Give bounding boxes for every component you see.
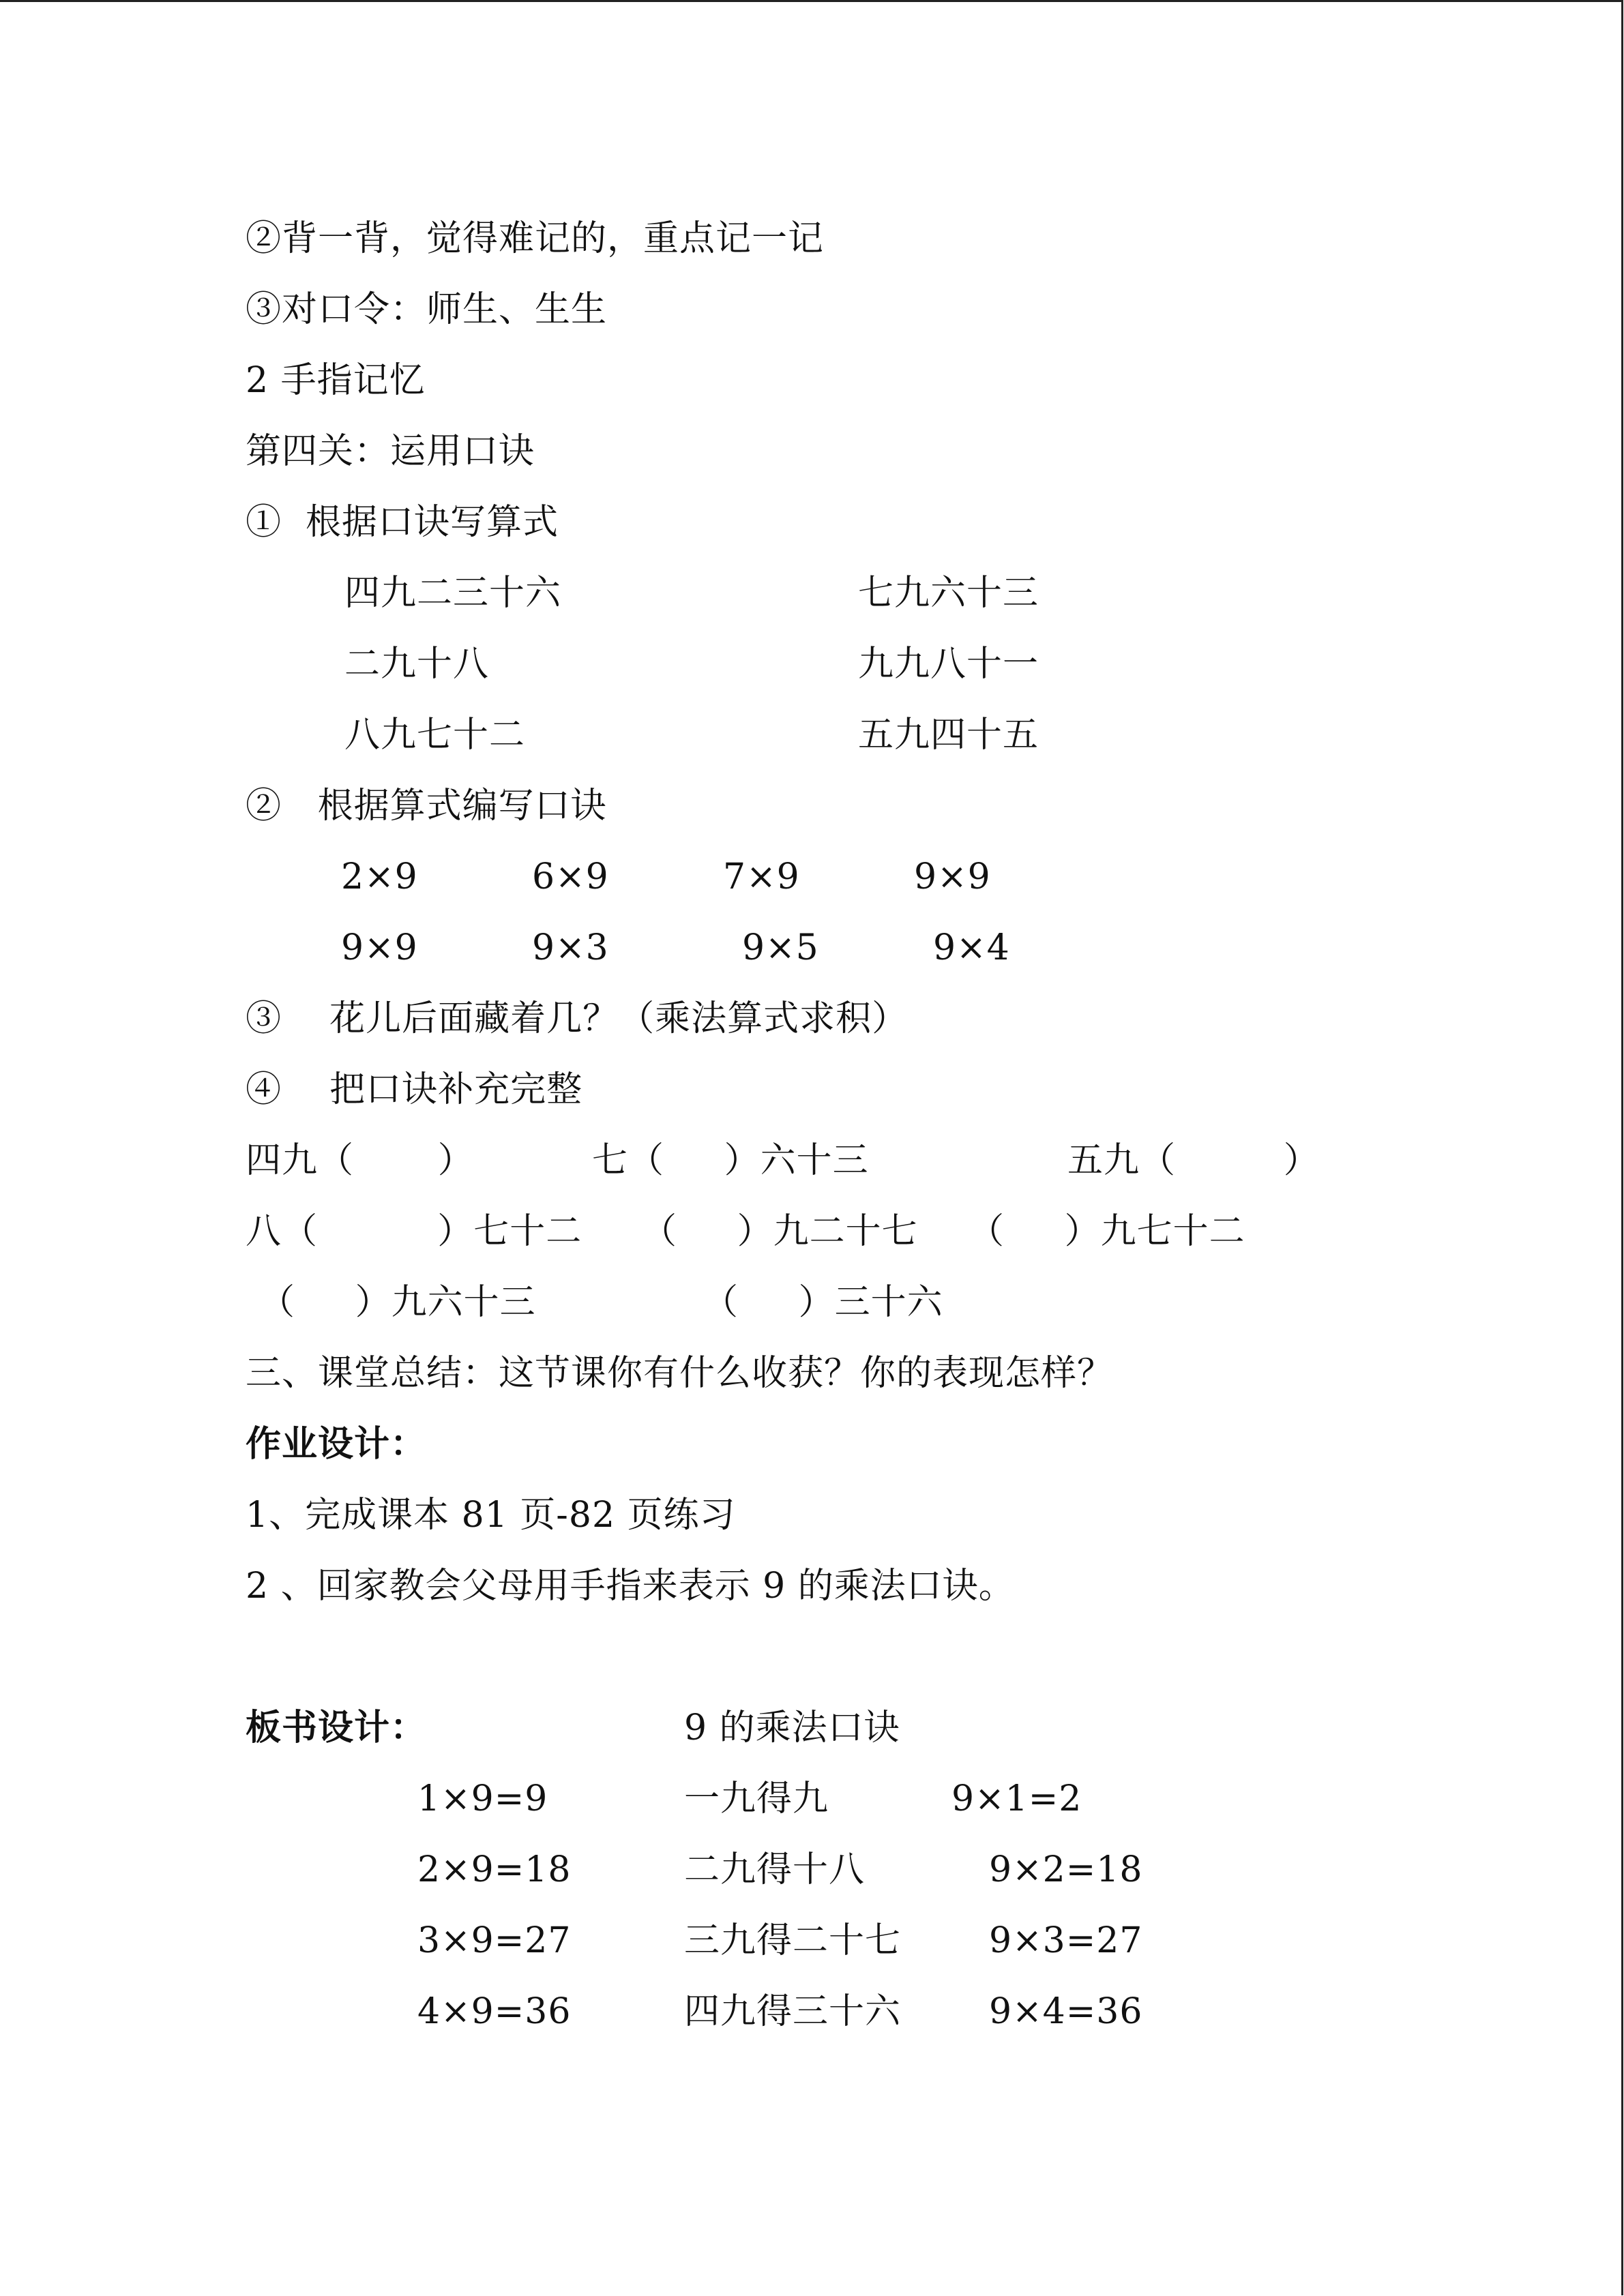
fill-blank-item: （ ）九七十二 xyxy=(969,1211,1245,1252)
step-call-response: ③对口令：师生、生生 xyxy=(246,289,608,330)
fill-blank-item: 五九（ ） xyxy=(1067,1140,1320,1181)
task-write-rhyme: ② 根据算式编写口诀 xyxy=(246,786,607,826)
task-flower-product: ③ 花儿后面藏着几？（乘法算式求积） xyxy=(246,998,909,1039)
equation-item: 9×4 xyxy=(933,927,1010,968)
board-design-heading: 板书设计： xyxy=(246,1707,427,1748)
class-summary: 三、课堂总结：这节课你有什么收获？你的表现怎样？ xyxy=(246,1353,1114,1394)
fill-blank-item: 八（ ）七十二 xyxy=(246,1211,582,1252)
fill-blank-item: 四九（ ） xyxy=(246,1140,474,1181)
task-complete-rhyme: ④ 把口诀补充完整 xyxy=(246,1069,583,1110)
step-finger-memory: 2 手指记忆 xyxy=(246,360,426,401)
board-equation-reversed: 9×1=2 xyxy=(951,1778,1082,1819)
board-rhyme: 三九得二十七 xyxy=(684,1920,902,1961)
equation-item: 9×9 xyxy=(341,927,418,968)
step-recite: ②背一背，觉得难记的，重点记一记 xyxy=(246,218,825,259)
board-equation-reversed: 9×2=18 xyxy=(989,1849,1143,1890)
board-rhyme: 一九得九 xyxy=(684,1778,829,1819)
rhyme-item: 二九十八 xyxy=(344,644,490,685)
equation-item: 2×9 xyxy=(341,856,418,897)
board-equation: 4×9=36 xyxy=(417,1991,572,2032)
equation-item: 9×3 xyxy=(532,927,609,968)
equation-item: 9×9 xyxy=(914,856,991,897)
fill-blank-item: （ ）九六十三 xyxy=(259,1282,536,1323)
board-equation: 1×9=9 xyxy=(417,1778,548,1819)
board-equation-reversed: 9×3=27 xyxy=(989,1920,1143,1961)
homework-item: 1、完成课本 81 页-82 页练习 xyxy=(246,1495,736,1536)
equation-item: 7×9 xyxy=(723,856,800,897)
equation-item: 9×5 xyxy=(742,927,819,968)
board-equation: 3×9=27 xyxy=(417,1920,572,1961)
rhyme-item: 七九六十三 xyxy=(858,573,1039,614)
rhyme-item: 五九四十五 xyxy=(858,715,1039,756)
board-rhyme: 四九得三十六 xyxy=(684,1991,902,2032)
homework-item: 2 、回家教会父母用手指来表示 9 的乘法口诀。 xyxy=(246,1566,1015,1607)
fill-blank-item: 七（ ）六十三 xyxy=(592,1140,869,1181)
equation-item: 6×9 xyxy=(532,856,609,897)
rhyme-item: 九九八十一 xyxy=(858,644,1039,685)
fill-blank-item: （ ）九二十七 xyxy=(641,1211,918,1252)
board-rhyme: 二九得十八 xyxy=(684,1849,866,1890)
board-equation-reversed: 9×4=36 xyxy=(989,1991,1143,2032)
level-four-heading: 第四关：运用口诀 xyxy=(246,431,535,472)
rhyme-item: 四九二三十六 xyxy=(344,573,562,614)
task-write-equation: ① 根据口诀写算式 xyxy=(246,502,559,543)
board-equation: 2×9=18 xyxy=(417,1849,572,1890)
board-title: 9 的乘法口诀 xyxy=(684,1708,900,1748)
fill-blank-item: （ ）三十六 xyxy=(703,1282,943,1323)
homework-heading: 作业设计： xyxy=(246,1423,427,1465)
rhyme-item: 八九七十二 xyxy=(344,715,526,756)
